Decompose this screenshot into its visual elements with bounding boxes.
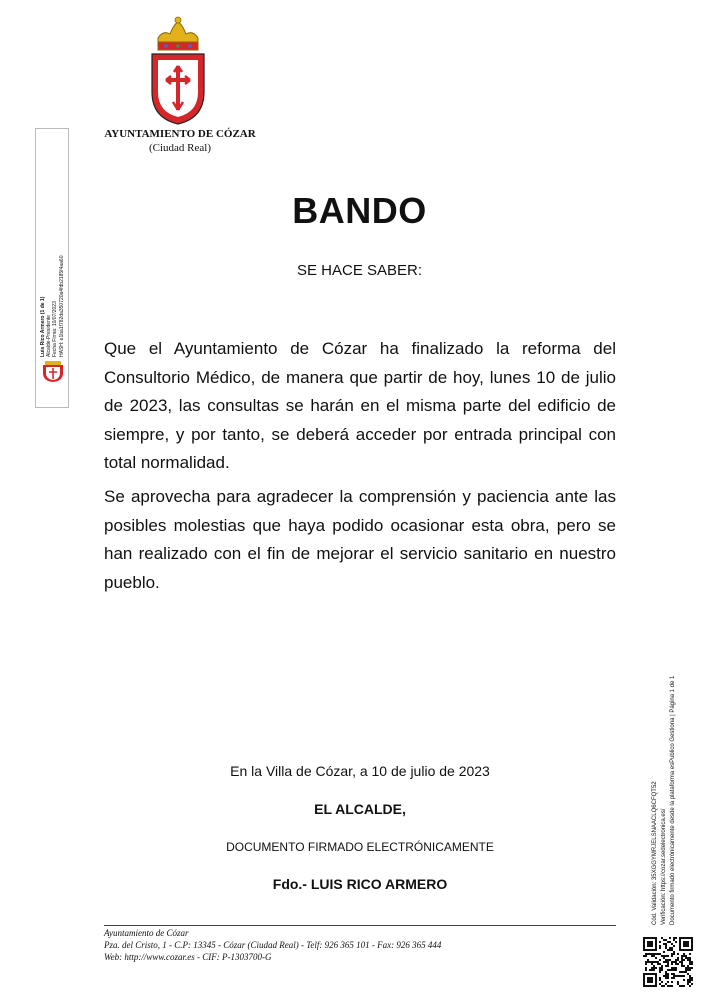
- signature-stamp-text: [40, 137, 66, 357]
- signature-role: Alcalde-Presidente: [46, 315, 53, 357]
- stamp-coat-of-arms-icon: [42, 359, 64, 383]
- body-paragraph-1: Que el Ayuntamiento de Cózar ha finalizado la reforma del Consultorio Médico, de manera que partir de hoy, lunes 10 de julio de 2023, las consultas se harán en el misma parte del edificio de siempre, y por tanto, se deberá acceder por entrada principal con total normalidad.: [104, 339, 616, 472]
- signed-note: DOCUMENTO FIRMADO ELECTRÓNICAMENTE: [226, 840, 494, 854]
- footer-divider: [104, 925, 616, 926]
- footer-line-1: Ayuntamiento de Cózar: [104, 928, 189, 938]
- place-date: En la Villa de Cózar, a 10 de julio de 2023: [230, 763, 490, 779]
- body-paragraph-2: Se aprovecha para agradecer la comprensión y paciencia ante las posibles molestias que haya podido ocasionar esta obra, pero se han realizado con el fin de mejorar el servicio sanitario en nuestro pueblo.: [104, 487, 616, 592]
- verification-url: Verificación: https://cozar.sedelectronica.es/: [661, 808, 667, 925]
- verification-code: Cód. Validación: 35XGGYMRJELSNAACLQ6CFQT52: [652, 781, 658, 925]
- coat-of-arms-icon: [148, 16, 208, 128]
- footer-line-3: Web: http://www.cozar.es - CIF: P-1303700-G: [104, 952, 272, 962]
- signer-name: Fdo.- LUIS RICO ARMERO: [272, 876, 448, 892]
- signer-title: EL ALCALDE,: [314, 801, 406, 817]
- town-name: AYUNTAMIENTO DE CÓZAR: [104, 128, 256, 140]
- footer-line-2: Pza. del Cristo, 1 - C.P: 13345 - Cózar (Ciudad Real) - Telf: 926 365 101 - Fax: 926 365 444: [104, 940, 442, 950]
- verification-strip: [651, 625, 687, 925]
- document-title: [0, 190, 719, 232]
- verification-note: Documento firmado electrónicamente desde la plataforma esPublico Gestiona | Página 1 de 1: [670, 675, 676, 925]
- signature-signer: Luis Rico Armero (1 de 1): [40, 296, 46, 357]
- town-province: (Ciudad Real): [148, 142, 211, 154]
- signature-stamp: [35, 128, 69, 408]
- title-text: BANDO: [292, 190, 427, 231]
- signature-hash: HASH: e1ba1f782da350720a4fdb2185f4aa60: [58, 255, 65, 357]
- qr-code-icon: [643, 937, 693, 987]
- document-subtitle: SE HACE SABER:: [296, 262, 423, 279]
- signature-date: Fecha Firma: 10/07/2023: [52, 301, 59, 357]
